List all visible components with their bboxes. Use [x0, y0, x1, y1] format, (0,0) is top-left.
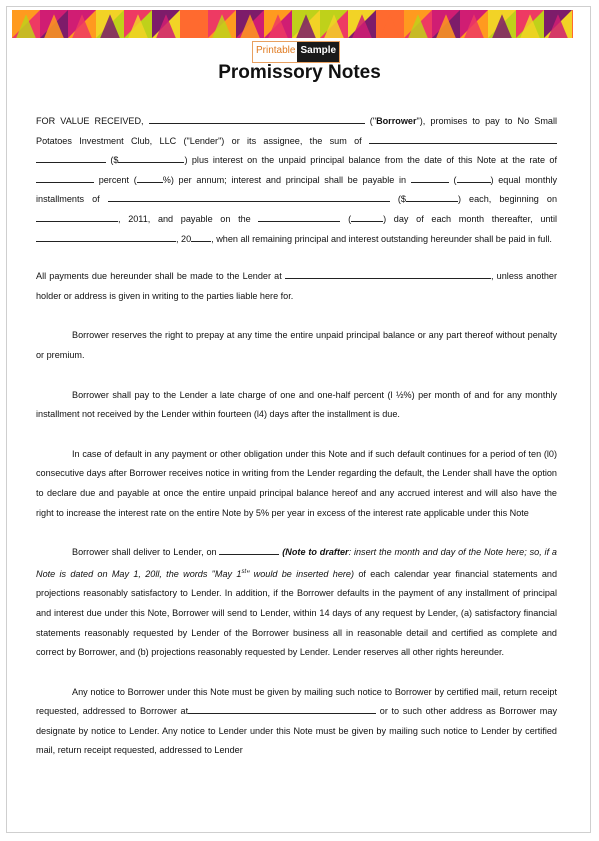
text: %) per annum; interest and principal shall be payable in — [162, 174, 407, 185]
text: ( — [453, 174, 457, 185]
text: ) equal monthly installments of — [36, 174, 557, 205]
document-body — [36, 112, 557, 781]
banner-triangle — [572, 10, 573, 38]
paragraph-prepay: Borrower reserves the right to prepay at any time the entire unpaid principal balance or any part thereof without penalty or premium. — [36, 330, 557, 360]
end-date-blank[interactable] — [36, 231, 176, 242]
end-year-blank[interactable] — [191, 231, 211, 242]
installments-words-blank[interactable] — [411, 172, 449, 183]
installment-words-blank[interactable] — [108, 191, 390, 202]
sum-continued-blank[interactable] — [36, 152, 106, 163]
rate-percent-blank[interactable] — [137, 172, 163, 183]
text: Borrower shall deliver to Lender, on — [72, 547, 217, 558]
sum-amount-blank[interactable] — [118, 152, 184, 163]
payment-day-number-blank[interactable] — [351, 211, 383, 222]
paragraph-financial-statements — [36, 543, 557, 663]
note-text: : insert the month and day of the Note here; so, if a Note is dated on May 1, 20ll, the words "May 1 — [36, 547, 557, 579]
rate-words-blank[interactable] — [36, 172, 94, 183]
text: ) each, beginning on — [457, 194, 557, 205]
text: of each calendar year financial statements and projections reasonably satisfactory to Lender. In addition, if the Borrower defaults in the payment of any installment of principal and interest due under this Note, Borrower will send to Lender, within 14 days of any request by Lender, (a) satisfactory financial statements reasonably requested by Lender of the Borrower business all in reasonable detail and certified as complete and correct by Borrower, and (b) projections reasonably requested by Lender. Lender reserves all other rights hereunder. — [36, 568, 558, 658]
borrower-name-blank[interactable] — [149, 113, 365, 124]
payment-day-words-blank[interactable] — [258, 211, 340, 222]
text: , when all remaining principal and interest outstanding hereunder shall be paid in full. — [211, 233, 552, 244]
decorative-banner — [12, 10, 573, 38]
installments-number-blank[interactable] — [457, 172, 491, 183]
paragraph-late-charge: Borrower shall pay to the Lender a late charge of one and one-half percent (l ½%) per month of and for any monthly installment not received by the Lender within fourteen (l4) days after the installment is due. — [36, 389, 557, 420]
text: , 20 — [176, 233, 192, 244]
text: percent ( — [98, 174, 137, 185]
text: FOR VALUE RECEIVED, — [36, 116, 144, 126]
text: or to such other address as Borrower may designate by notice to Lender. Any notice to Lender under this Note must be given by mailing such notice to Lender by certified mail, return receipt requested, addressed to Lender — [36, 706, 557, 756]
text: Any notice to Borrower under this Note must be given by mailing such notice to Borrower by certified mail, return receipt requested, addressed to Borrower at — [36, 686, 557, 717]
text: , unless another holder or address is given in writing to the parties liable here for. — [36, 271, 558, 301]
paragraph-default: In case of default in any payment or other obligation under this Note and if such default continues for a period of ten (l0) consecutive days after Borrower receives notice in writing from the Lender regarding the default, the Lender shall have the option to declare due and payable at once the entire unpaid principal balance hereof and any accrued interest and will also have the right to increase the interest rate on the entire Note by 5% per year in excess of the interest rate applicable under this Note — [36, 448, 557, 518]
paragraph-notice — [36, 683, 557, 761]
printable-sample-logo — [252, 41, 340, 63]
borrower-address-blank[interactable] — [188, 703, 376, 714]
text: ($ — [397, 194, 406, 205]
text: ) day of each month thereafter, until — [383, 213, 558, 224]
lender-address-blank[interactable] — [285, 268, 491, 279]
text: ( — [348, 213, 352, 224]
logo-text-sample: Sample — [297, 42, 339, 62]
logo-text-printable: Printable — [253, 42, 297, 62]
text: , 2011, and payable on the — [118, 213, 251, 224]
text: "), promises to pay to No Small Potatoes Investment Club, LLC ("Lender") or its assignee, the sum of — [36, 116, 557, 146]
paragraph-value-received — [36, 112, 557, 249]
text: ($ — [110, 155, 119, 166]
installment-amount-blank[interactable] — [406, 191, 458, 202]
text: All payments due hereunder shall be made to the Lender at — [36, 271, 282, 282]
note-text: " would be inserted here) — [246, 568, 355, 579]
start-date-blank[interactable] — [36, 211, 118, 222]
document-title: Promissory Notes — [218, 62, 381, 83]
text: (" — [369, 116, 377, 126]
note-to-drafter-label: (Note to drafter — [282, 547, 349, 558]
note-superscript: st — [241, 568, 247, 575]
delivery-date-blank[interactable] — [219, 544, 279, 555]
paragraph-payments — [36, 267, 557, 306]
borrower-term: Borrower — [376, 116, 417, 126]
sum-words-blank[interactable] — [369, 133, 557, 144]
text: ) plus interest on the unpaid principal balance from the date of this Note at the rate of — [184, 155, 557, 166]
